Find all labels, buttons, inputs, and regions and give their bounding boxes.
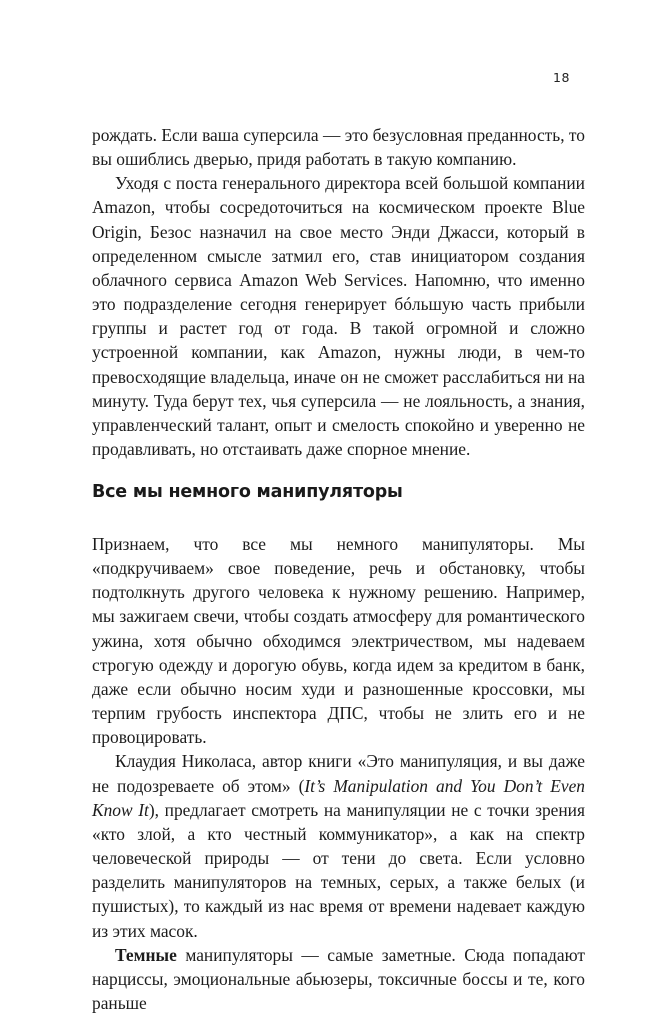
- intro-text: [92, 123, 585, 461]
- page-number: 18: [553, 70, 571, 85]
- section-text: [92, 532, 585, 1015]
- paragraph-nicolas-start: Клаудия Николаса, автор книги «Это манипуляция, и вы даже не подозреваете об этом» (: [92, 751, 585, 796]
- paragraph-amazon: Уходя с поста генерального директора всей большой компании Amazon, чтобы сосредоточиться на космическом проекте Blue Origin, Безос назначил на свое место Энди Джасси, который в определенном смысле затмил его, став инициатором создания облачного сервиса Amazon Web Services. Напомню, что именно это подразделение сегодня генерирует бóльшую часть прибыли группы и растет год от года. В такой огромной и сложно устроенной компании, как Amazon, нужны люди, в чем-то превосходящие владельца, иначе он не сможет расслабиться ни на минуту. Туда берут тех, чья суперсила — не лояльность, а знания, управленческий талант, опыт и смелость спокойно и уверенно не продавливать, но отстаивать даже спорное мнение.: [92, 173, 585, 460]
- section-heading: Все мы немного манипуляторы: [92, 482, 403, 502]
- paragraph-nicolas-end: ), предлагает смотреть на манипуляции не с точки зрения «кто злой, а кто честный коммуникатор», а как на спектр человеческой природы — от тени до света. Если условно разделить манипуляторов на темных, серых, а также белых (и пушистых), то каждый из нас время от времени надевает каждую из этих масок.: [92, 799, 585, 941]
- book-title: It’s Manipulation and You Don’t Even Know It: [92, 775, 585, 820]
- term-dark: Темные: [115, 944, 177, 965]
- paragraph-continuation: рождать. Если ваша суперсила — это безусловная преданность, то вы ошиблись дверью, придя работать в такую компанию.: [92, 125, 585, 170]
- paragraph-nicolas: [92, 749, 585, 942]
- paragraph-manipulators-intro: Признаем, что все мы немного манипуляторы. Мы «подкручиваем» свое поведение, речь и обстановку, чтобы подтолкнуть другого человека к нужному решению. Например, мы зажигаем свечи, чтобы создать атмосферу для романтического ужина, хотя обычно обходимся электричеством, мы надеваем строгую одежду и дорогую обувь, когда идем за кредитом в банк, даже если обычно носим худи и разношенные кроссовки, мы терпим грубость инспектора ДПС, чтобы не злить его и не провоцировать.: [92, 534, 585, 748]
- paragraph-dark-manipulators: [92, 943, 585, 1015]
- paragraph-dark-rest: манипуляторы — самые заметные. Сюда попадают нарциссы, эмоциональные абьюзеры, токсичные боссы и те, кого раньше: [92, 944, 585, 1013]
